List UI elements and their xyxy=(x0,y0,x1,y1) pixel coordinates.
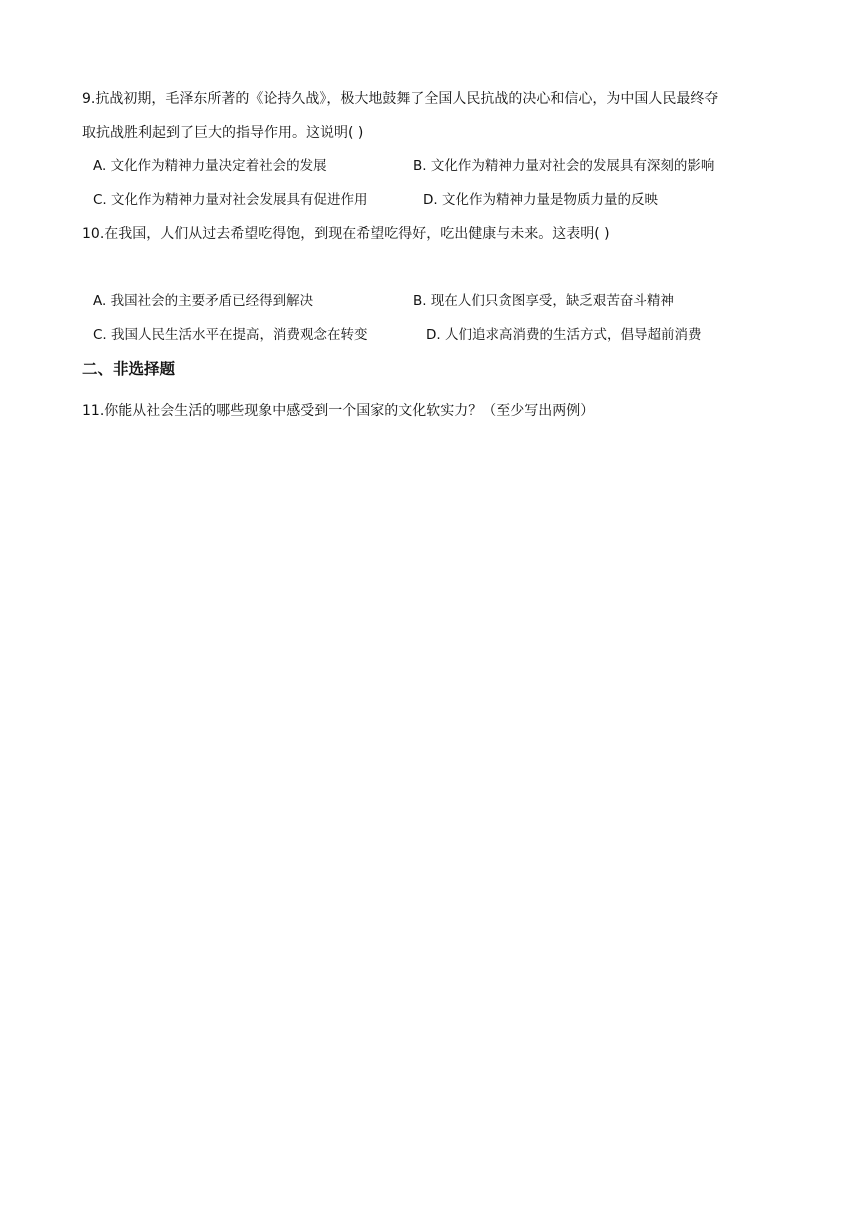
section-heading-non-choice: 二、非选择题 xyxy=(82,360,176,378)
question-10-stem: 10.在我国，人们从过去希望吃得饱，到现在希望吃得好，吃出健康与未来。这表明( ) xyxy=(82,226,610,242)
question-9-stem-line2: 取抗战胜利起到了巨大的指导作用。这说明( ) xyxy=(82,125,364,141)
question-9-option-a: A. 文化作为精神力量决定着社会的发展 xyxy=(93,158,327,174)
question-10-option-a: A. 我国社会的主要矛盾已经得到解决 xyxy=(93,293,314,309)
question-9-option-c: C. 文化作为精神力量对社会发展具有促进作用 xyxy=(93,192,368,208)
question-11-stem: 11.你能从社会生活的哪些现象中感受到一个国家的文化软实力？（至少写出两例） xyxy=(82,403,595,419)
question-10-option-b: B. 现在人们只贪图享受，缺乏艰苦奋斗精神 xyxy=(413,293,674,309)
question-9-option-b: B. 文化作为精神力量对社会的发展具有深刻的影响 xyxy=(413,158,715,174)
question-9-option-d: D. 文化作为精神力量是物质力量的反映 xyxy=(423,192,658,208)
question-9-stem-line1: 9.抗战初期，毛泽东所著的《论持久战》，极大地鼓舞了全国人民抗战的决心和信心，为中国人民最终夺 xyxy=(82,91,719,107)
question-10-option-c: C. 我国人民生活水平在提高，消费观念在转变 xyxy=(93,327,368,343)
question-10-option-d: D. 人们追求高消费的生活方式，倡导超前消费 xyxy=(426,327,702,343)
